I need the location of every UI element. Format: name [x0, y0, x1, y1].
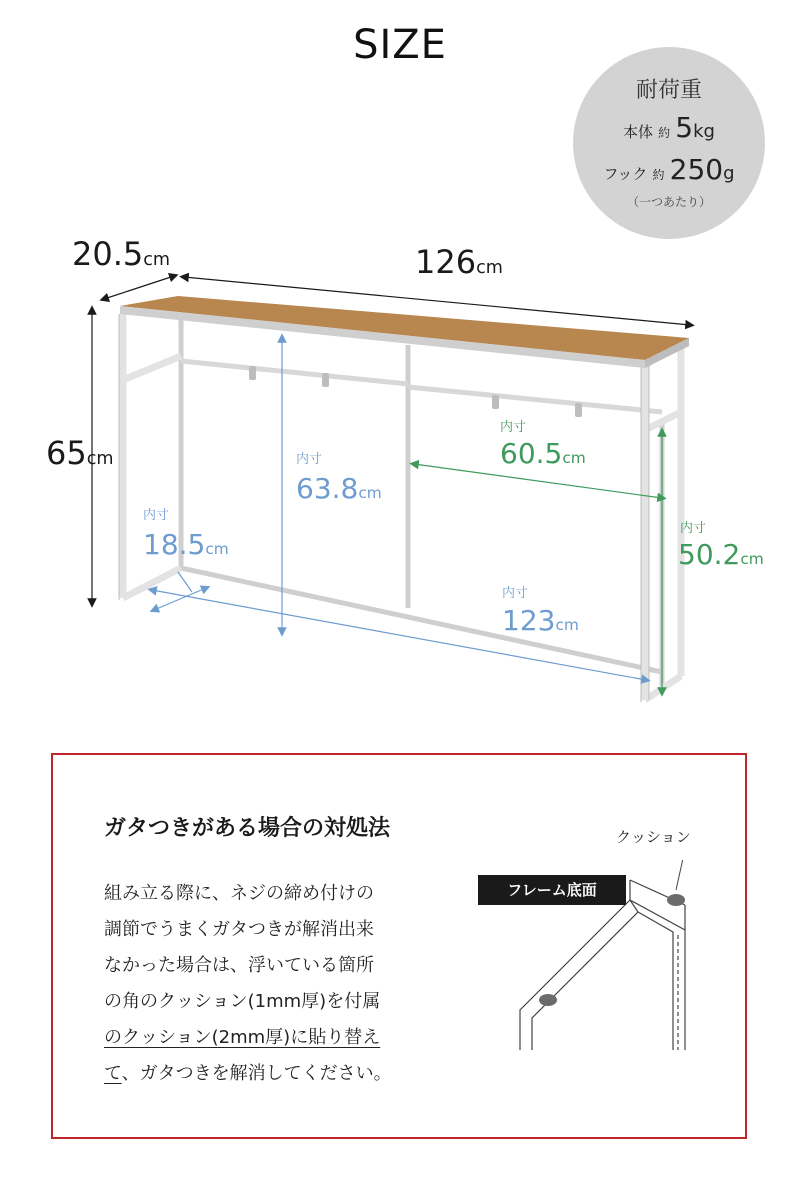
notice-line: て、ガタつきを解消してください。: [104, 1063, 392, 1084]
notice-line: なかった場合は、浮いている箇所: [104, 955, 374, 976]
inner-height-label: 内寸: [296, 452, 323, 467]
inner-rail-height-dimension: 50.2cm: [678, 538, 764, 571]
wood-top: [120, 296, 689, 368]
hook-load-value: 250: [669, 153, 724, 186]
frame-bottom-label: フレーム底面: [478, 875, 626, 905]
inner-dimension-arrows-green: [414, 432, 662, 692]
load-capacity-title: 耐荷重: [635, 78, 702, 103]
notice-title: ガタつきがある場合の対処法: [104, 816, 391, 841]
page-title: SIZE: [353, 22, 447, 68]
body-load-value: 5: [675, 111, 694, 144]
width-dimension: 126cm: [415, 243, 503, 281]
hook-icon: [492, 395, 499, 409]
cushion-label: クッション: [616, 828, 691, 846]
notice-line: 組み立る際に、ネジの締め付けの: [104, 883, 374, 904]
inner-width-dimension: 123cm: [502, 604, 579, 637]
body-load-capacity: 本体 約 5kg: [623, 111, 715, 144]
notice-line: のクッション(2mm厚)に貼り替え: [104, 1027, 381, 1048]
hook-icon: [322, 373, 329, 387]
inner-rail-height-label: 内寸: [680, 521, 707, 536]
inner-height-dimension: 63.8cm: [296, 472, 382, 505]
depth-dimension: 20.5cm: [72, 235, 171, 273]
inner-width-label: 内寸: [502, 586, 529, 601]
height-dimension: 65cm: [46, 434, 114, 472]
hook-icon: [249, 366, 256, 380]
inner-half-width-label: 内寸: [500, 420, 527, 435]
inner-depth-label: 内寸: [143, 508, 170, 523]
hook-load-capacity: フック 約 250g: [603, 153, 735, 186]
inner-depth-dimension: 18.5cm: [143, 528, 229, 561]
notice-line: 調節でうまくガタつきが解消出来: [104, 919, 374, 940]
notice-line: の角のクッション(1mm厚)を付属: [104, 991, 381, 1012]
inner-half-width-dimension: 60.5cm: [500, 437, 586, 470]
front-frame: [123, 314, 681, 700]
cushion-icon: [667, 894, 685, 906]
hook-icon: [575, 403, 582, 417]
cushion-icon: [539, 994, 557, 1006]
notice-text: [104, 876, 449, 1092]
hook-load-note: （一つあたり）: [626, 195, 711, 209]
